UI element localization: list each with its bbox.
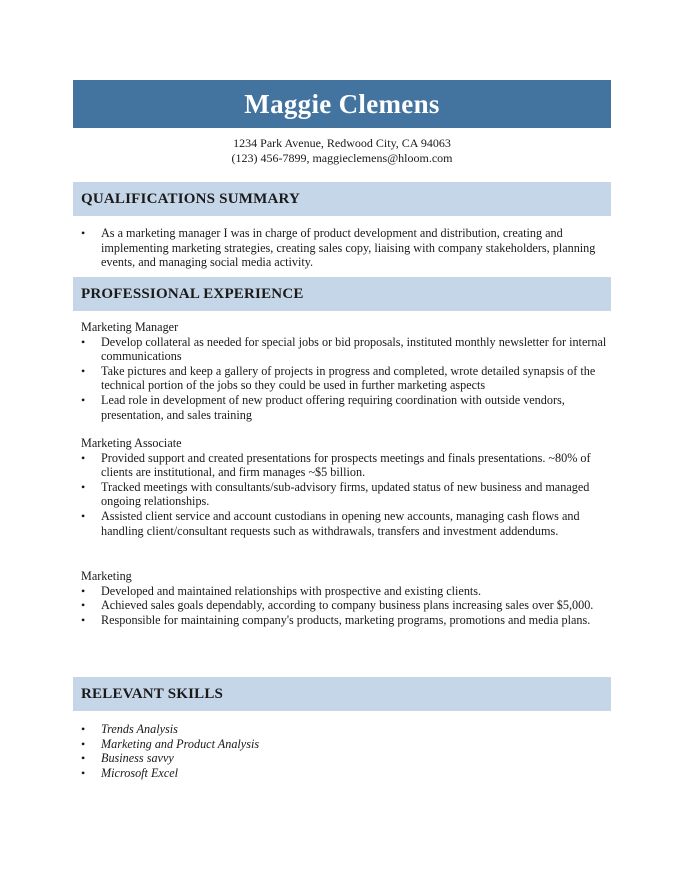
bullet-icon: • — [81, 765, 86, 780]
bullet-icon: • — [81, 736, 86, 751]
bullet-icon: • — [81, 598, 86, 613]
experience-heading-bar — [73, 277, 611, 311]
list-item: • Assisted client service and account custodians in opening new accounts, managing cash flows and handling client/consultant requests such as withdrawals, transfers and investment addendums. — [81, 508, 580, 538]
bullet-icon: • — [81, 226, 86, 240]
list-item: • Provided support and created presentations for prospects meetings and finals presentations. ~80% of clients are institutional, and firm manages ~$5 billion. — [81, 450, 591, 480]
candidate-name: Maggie Clemens — [244, 88, 440, 119]
job-marketing-manager — [81, 320, 611, 422]
bullet-icon: • — [81, 612, 86, 627]
bullet-icon: • — [81, 479, 86, 494]
job-title: Marketing Associate — [81, 436, 182, 450]
qualifications-heading: QUALIFICATIONS SUMMARY — [81, 190, 301, 207]
list-item: • As a marketing manager I was in charge of product development and distribution, creating and implementing marketing strategies, creating sales copy, liaising with company stakeholders, planning events, and managing social media activity. — [81, 226, 596, 270]
bullet-icon: • — [81, 450, 86, 465]
job-title: Marketing — [81, 569, 132, 583]
experience-heading: PROFESSIONAL EXPERIENCE — [81, 285, 304, 302]
name-banner — [73, 80, 611, 128]
bullet-icon: • — [81, 363, 86, 378]
list-item: • Developed and maintained relationships with prospective and existing clients. — [81, 583, 482, 598]
job-marketing — [81, 569, 611, 627]
qualifications-section — [81, 226, 611, 270]
skills-heading-bar — [73, 677, 611, 711]
bullet-icon: • — [81, 722, 86, 736]
bullet-icon: • — [81, 392, 86, 407]
bullet-icon: • — [81, 508, 86, 523]
skill-item: • Marketing and Product Analysis — [81, 736, 260, 751]
skill-item: • Trends Analysis — [81, 722, 178, 736]
contact-info — [73, 136, 611, 166]
list-item: • Responsible for maintaining company's products, marketing programs, promotions and media plans. — [81, 612, 591, 627]
job-marketing-associate — [81, 436, 611, 538]
bullet-icon: • — [81, 334, 86, 349]
list-item: • Develop collateral as needed for special jobs or bid proposals, instituted monthly newsletter for internal communications — [81, 334, 607, 364]
list-item: • Achieved sales goals dependably, according to company business plans increasing sales over $5,000. — [81, 598, 594, 613]
list-item: • Take pictures and keep a gallery of projects in progress and completed, wrote detailed synapsis of the technical portion of the jobs so they could be used in further marketing aspects — [81, 363, 596, 393]
address-line: 1234 Park Avenue, Redwood City, CA 94063 — [233, 136, 451, 150]
skills-section — [81, 722, 611, 780]
skills-heading: RELEVANT SKILLS — [81, 685, 224, 702]
phone-email-line: (123) 456-7899, maggieclemens@hloom.com — [231, 151, 453, 165]
list-item: • Tracked meetings with consultants/sub-advisory firms, updated status of new business and managed ongoing relationships. — [81, 479, 590, 509]
skill-item: • Business savvy — [81, 751, 174, 766]
qualifications-heading-bar — [73, 182, 611, 216]
bullet-icon: • — [81, 583, 86, 598]
job-title: Marketing Manager — [81, 320, 179, 334]
bullet-icon: • — [81, 751, 86, 766]
skill-item: • Microsoft Excel — [81, 765, 179, 780]
list-item: • Lead role in development of new product offering requiring coordination with outside vendors, presentation, and sales training — [81, 392, 565, 422]
